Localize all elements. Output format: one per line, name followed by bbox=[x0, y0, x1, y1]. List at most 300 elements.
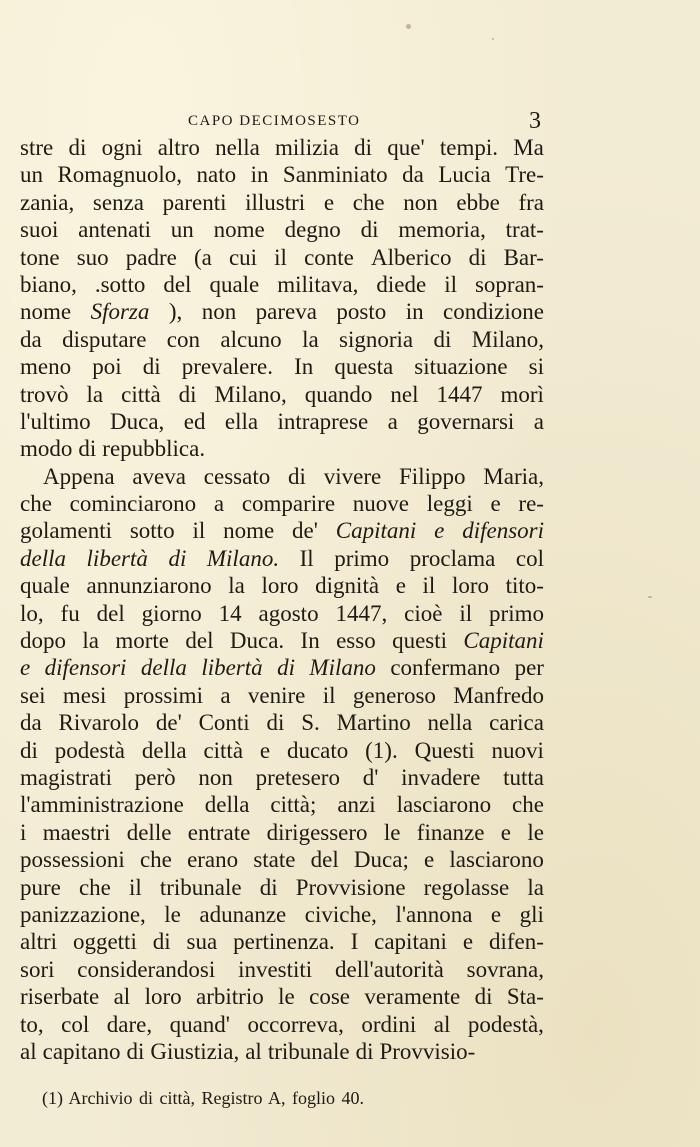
word: ), bbox=[168, 299, 183, 325]
word: entrate bbox=[187, 819, 251, 845]
text-line bbox=[20, 874, 544, 901]
paper-speck bbox=[492, 38, 494, 40]
word: di bbox=[168, 545, 187, 571]
word: da bbox=[20, 326, 42, 352]
word: carica bbox=[489, 710, 544, 736]
word: il bbox=[444, 271, 457, 297]
word: magistrati bbox=[20, 764, 112, 790]
word: regolasse bbox=[423, 874, 510, 900]
word: vivere bbox=[323, 463, 382, 489]
word: di bbox=[468, 244, 487, 270]
text-line bbox=[20, 572, 544, 599]
word: del bbox=[185, 628, 214, 654]
word: da bbox=[20, 710, 42, 736]
word: Sanminiato bbox=[282, 162, 388, 188]
word: Conti bbox=[198, 710, 250, 736]
word: la bbox=[86, 381, 104, 407]
word: condizione bbox=[443, 299, 544, 325]
word: governarsi bbox=[417, 408, 515, 434]
text-line bbox=[20, 983, 544, 1010]
word: nella bbox=[215, 135, 260, 160]
text-line bbox=[20, 1038, 544, 1065]
word: di bbox=[474, 984, 493, 1010]
word: nuovi bbox=[491, 737, 544, 763]
word: Duca, bbox=[110, 408, 165, 434]
word: Ma bbox=[513, 135, 544, 160]
word: le bbox=[278, 984, 295, 1010]
word: ogni bbox=[101, 135, 143, 160]
word: Maria, bbox=[483, 463, 544, 489]
word: occorreva, bbox=[247, 1011, 344, 1037]
word: Capitani bbox=[463, 628, 544, 654]
word: trat- bbox=[505, 217, 544, 243]
word: sua bbox=[186, 929, 218, 955]
word: sopran- bbox=[474, 271, 544, 297]
word: Provvisio- bbox=[379, 1038, 476, 1064]
word: de' bbox=[155, 710, 182, 736]
word: Capitani bbox=[335, 518, 417, 544]
word: col bbox=[61, 1011, 90, 1037]
word: di bbox=[78, 436, 97, 462]
word: loro bbox=[261, 573, 299, 599]
text-line bbox=[20, 545, 544, 572]
word: che bbox=[352, 189, 385, 215]
word: fu bbox=[60, 600, 80, 626]
text-line bbox=[20, 791, 544, 818]
word: padre bbox=[125, 244, 177, 270]
word: della bbox=[20, 545, 66, 571]
word: Milano. bbox=[206, 545, 280, 571]
word: da bbox=[402, 162, 424, 188]
word: di bbox=[259, 874, 278, 900]
word: dirigessero bbox=[266, 819, 368, 845]
word: Milano, bbox=[471, 326, 544, 352]
word: Alberico bbox=[370, 244, 452, 270]
word: e bbox=[490, 901, 502, 927]
word: degno bbox=[284, 217, 341, 243]
word: il bbox=[128, 874, 142, 900]
word: Sforza bbox=[90, 299, 150, 325]
word: della bbox=[204, 792, 250, 818]
word: in bbox=[250, 162, 269, 188]
word: primo bbox=[489, 600, 544, 626]
word: dare, bbox=[106, 1011, 153, 1037]
word: tribunale bbox=[267, 1038, 350, 1064]
word: e bbox=[462, 929, 474, 955]
word: trovò bbox=[20, 381, 69, 407]
word: sori bbox=[20, 956, 55, 982]
text-line bbox=[20, 463, 544, 490]
word: le bbox=[383, 819, 401, 845]
word: prossimi bbox=[123, 682, 203, 708]
word: nome bbox=[223, 518, 275, 544]
word: del bbox=[310, 847, 339, 873]
word: Rivarolo bbox=[58, 710, 140, 736]
word: pure bbox=[20, 874, 61, 900]
word: Milano, bbox=[214, 381, 287, 407]
word: finanze bbox=[416, 819, 485, 845]
word: nel bbox=[390, 381, 419, 407]
word: I bbox=[350, 929, 359, 955]
word: panizzazione, bbox=[20, 901, 146, 927]
word: la bbox=[527, 874, 544, 900]
word: de' bbox=[292, 518, 318, 544]
text-line bbox=[20, 134, 544, 161]
word: In bbox=[294, 354, 314, 380]
word: della bbox=[141, 737, 187, 763]
word: del bbox=[163, 271, 192, 297]
word: lasciarono bbox=[396, 792, 492, 818]
word: al bbox=[433, 1011, 451, 1037]
word: Romagnuolo, bbox=[57, 162, 183, 188]
word: non bbox=[201, 299, 237, 325]
word: dell'autorità bbox=[334, 956, 444, 982]
text-line bbox=[20, 381, 544, 408]
word: di bbox=[68, 135, 87, 160]
word: biano, bbox=[20, 271, 77, 297]
word: confermano bbox=[390, 655, 501, 681]
word: possessioni bbox=[20, 847, 125, 873]
word: ducato bbox=[286, 737, 349, 763]
word: illustri bbox=[245, 189, 306, 215]
word: l'annona bbox=[395, 901, 473, 927]
word: Lucia bbox=[438, 162, 491, 188]
word: re- bbox=[518, 491, 544, 517]
word: parenti bbox=[162, 189, 227, 215]
word: la bbox=[82, 628, 99, 654]
word: di bbox=[20, 737, 38, 763]
word: che bbox=[78, 874, 111, 900]
word: libertà bbox=[86, 545, 148, 571]
word: memoria, bbox=[398, 217, 486, 243]
word: e bbox=[259, 737, 271, 763]
word: riserbate bbox=[20, 984, 100, 1010]
word: ed bbox=[183, 408, 206, 434]
word: quale bbox=[20, 573, 70, 599]
running-head: CAPO DECIMOSESTO bbox=[188, 113, 361, 129]
page-number: 3 bbox=[529, 108, 541, 134]
word: il bbox=[192, 518, 206, 544]
word: annunziarono bbox=[86, 573, 212, 599]
word: Milano bbox=[309, 655, 376, 681]
word: gli bbox=[519, 901, 544, 927]
word: agosto bbox=[258, 600, 319, 626]
text-line bbox=[20, 161, 544, 188]
word: d' bbox=[362, 764, 379, 790]
word: con bbox=[166, 326, 200, 352]
word: 14 bbox=[218, 600, 242, 626]
word: di bbox=[288, 463, 306, 489]
text-line bbox=[20, 408, 544, 435]
text-line bbox=[20, 709, 544, 736]
word: Duca. bbox=[229, 628, 285, 654]
word: S. bbox=[301, 710, 320, 736]
word: nome bbox=[213, 217, 265, 243]
word: tutta bbox=[503, 764, 544, 790]
word: intraprese bbox=[277, 408, 369, 434]
word: le bbox=[527, 819, 544, 845]
text-line bbox=[20, 764, 544, 791]
word: veramente bbox=[364, 984, 461, 1010]
word: cominciarono bbox=[69, 491, 197, 517]
word: tribunale bbox=[159, 874, 242, 900]
word: ebbe bbox=[456, 189, 500, 215]
word: .sotto bbox=[94, 271, 146, 297]
word: capitani bbox=[374, 929, 447, 955]
word: morte bbox=[115, 628, 170, 654]
word: a bbox=[220, 682, 231, 708]
text-line bbox=[20, 189, 544, 216]
word: alcuno bbox=[220, 326, 282, 352]
word: tempi. bbox=[439, 135, 498, 160]
word: disputare bbox=[62, 326, 147, 352]
word: ordini bbox=[361, 1011, 417, 1037]
word: Il bbox=[299, 545, 314, 571]
word: proclama bbox=[409, 545, 496, 571]
word: quando bbox=[304, 381, 373, 407]
word: nome bbox=[20, 299, 72, 325]
word: pertinenza. bbox=[233, 929, 335, 955]
word: che bbox=[512, 792, 544, 818]
word: Tre- bbox=[505, 162, 544, 188]
word: invadere bbox=[401, 764, 481, 790]
word: repubblica. bbox=[102, 436, 206, 462]
word: considerandosi bbox=[77, 956, 216, 982]
word: però bbox=[134, 764, 176, 790]
word: a bbox=[387, 408, 398, 434]
word: posto bbox=[336, 299, 387, 325]
word: di bbox=[142, 354, 161, 380]
word: città; bbox=[270, 792, 317, 818]
word: que' bbox=[387, 135, 425, 160]
word: altri bbox=[20, 929, 58, 955]
word: tito- bbox=[505, 573, 544, 599]
word: in bbox=[405, 299, 424, 325]
word: Provvisione bbox=[295, 874, 406, 900]
footnote: (1) Archivio di città, Registro A, foglio 40. bbox=[42, 1088, 364, 1108]
word: anzi bbox=[337, 792, 376, 818]
word: della bbox=[140, 655, 187, 681]
word: cioè bbox=[404, 600, 443, 626]
word: di bbox=[277, 655, 295, 681]
text-line bbox=[20, 737, 544, 764]
word: questa bbox=[334, 354, 394, 380]
word: l'amministrazione bbox=[20, 792, 184, 818]
word: loro bbox=[144, 984, 182, 1010]
text-line bbox=[20, 901, 544, 928]
word: (1). bbox=[365, 737, 398, 763]
word: cui bbox=[228, 244, 258, 270]
word: lasciarono bbox=[449, 847, 544, 873]
word: fra bbox=[518, 189, 544, 215]
word: stre bbox=[20, 135, 54, 160]
text-line bbox=[20, 956, 544, 983]
word: poi bbox=[92, 354, 122, 380]
word: e bbox=[323, 189, 335, 215]
word: e bbox=[500, 819, 511, 845]
word: morì bbox=[500, 381, 544, 407]
word: un bbox=[170, 217, 194, 243]
word: state bbox=[253, 847, 296, 873]
word: podestà bbox=[54, 737, 126, 763]
word: esso bbox=[336, 628, 376, 654]
word: Duca; bbox=[353, 847, 409, 873]
word: delle bbox=[126, 819, 172, 845]
word: Filippo bbox=[399, 463, 466, 489]
word: investiti bbox=[238, 956, 313, 982]
word: Martino bbox=[336, 710, 411, 736]
text-line bbox=[20, 846, 544, 873]
word: ella bbox=[224, 408, 259, 434]
word: quale bbox=[209, 271, 260, 297]
word: di bbox=[355, 1038, 374, 1064]
word: podestà, bbox=[467, 1011, 544, 1037]
word: Sta- bbox=[506, 984, 544, 1010]
word: antenati bbox=[78, 217, 151, 243]
word: generoso bbox=[352, 682, 436, 708]
word: to, bbox=[20, 1011, 44, 1037]
word: arbitrio bbox=[196, 984, 264, 1010]
word: cose bbox=[309, 984, 350, 1010]
word: difen- bbox=[488, 929, 544, 955]
word: dignità bbox=[315, 573, 380, 599]
paper-speck bbox=[648, 596, 652, 598]
word: situazione bbox=[414, 354, 508, 380]
word: nato bbox=[196, 162, 237, 188]
text-line bbox=[20, 627, 544, 654]
text-line bbox=[20, 490, 544, 517]
word: milizia bbox=[275, 135, 339, 160]
word: mesi bbox=[62, 682, 107, 708]
word: un bbox=[20, 162, 43, 188]
word: e bbox=[490, 491, 501, 517]
word: per bbox=[514, 655, 544, 681]
word: non bbox=[403, 189, 438, 215]
word: a bbox=[533, 408, 544, 434]
word: diede bbox=[376, 271, 427, 297]
text-line bbox=[20, 326, 544, 353]
word: militava, bbox=[277, 271, 359, 297]
word: quand' bbox=[169, 1011, 230, 1037]
text-line bbox=[20, 216, 544, 243]
word: il bbox=[459, 600, 473, 626]
word: pareva bbox=[255, 299, 317, 325]
word: libertà bbox=[201, 655, 263, 681]
text-line bbox=[20, 353, 544, 380]
word: prevalere. bbox=[181, 354, 274, 380]
word: di bbox=[126, 1038, 145, 1064]
word: senza bbox=[92, 189, 144, 215]
word: difensori bbox=[462, 518, 544, 544]
word: (a bbox=[193, 244, 212, 270]
word: golamenti bbox=[20, 518, 112, 544]
word: 1447 bbox=[436, 381, 483, 407]
word: Questi bbox=[414, 737, 475, 763]
paper-speck bbox=[406, 24, 411, 29]
word: la bbox=[302, 326, 319, 352]
word: meno bbox=[20, 354, 72, 380]
word: cessato bbox=[203, 463, 271, 489]
word: difensori bbox=[44, 655, 127, 681]
word: nella bbox=[427, 710, 473, 736]
word: dopo bbox=[20, 628, 66, 654]
word: al bbox=[20, 1038, 37, 1064]
word: sotto bbox=[129, 518, 175, 544]
word: sovrana, bbox=[466, 956, 544, 982]
word: loro bbox=[451, 573, 489, 599]
word: e bbox=[434, 518, 445, 544]
text-line bbox=[20, 819, 544, 846]
word: città bbox=[121, 381, 161, 407]
word: giorno bbox=[141, 600, 202, 626]
word: leggi bbox=[426, 491, 473, 517]
word: zania, bbox=[20, 189, 75, 215]
word: comparire bbox=[241, 491, 336, 517]
word: In bbox=[300, 628, 320, 654]
word: suo bbox=[76, 244, 109, 270]
text-line bbox=[20, 271, 544, 298]
word: Manfredo bbox=[453, 682, 544, 708]
text-line bbox=[20, 435, 544, 462]
word: e bbox=[424, 847, 435, 873]
word: le bbox=[164, 901, 181, 927]
word: maestri bbox=[42, 819, 111, 845]
word: conte bbox=[304, 244, 354, 270]
word: al bbox=[113, 984, 131, 1010]
word: civiche, bbox=[304, 901, 377, 927]
text-line bbox=[20, 682, 544, 709]
word: capitano bbox=[42, 1038, 121, 1064]
word: di bbox=[354, 135, 373, 160]
text-line bbox=[20, 928, 544, 955]
word: Appena bbox=[43, 463, 115, 489]
word: il bbox=[422, 573, 436, 599]
word: modo bbox=[20, 436, 73, 462]
text-line bbox=[20, 1011, 544, 1038]
text-line bbox=[20, 298, 544, 325]
word: a bbox=[213, 491, 225, 517]
word: di bbox=[360, 217, 379, 243]
word: città bbox=[203, 737, 244, 763]
word: questi bbox=[392, 628, 448, 654]
word: pretesero bbox=[255, 764, 340, 790]
word: di bbox=[266, 710, 285, 736]
word: la bbox=[228, 573, 245, 599]
word: il bbox=[322, 682, 336, 708]
text-line bbox=[20, 517, 544, 544]
word: al bbox=[245, 1038, 262, 1064]
word: che bbox=[139, 847, 172, 873]
word: di bbox=[152, 929, 171, 955]
word: adunanze bbox=[199, 901, 287, 927]
word: e bbox=[395, 573, 406, 599]
text-line bbox=[20, 244, 544, 271]
word: Giustizia, bbox=[150, 1038, 240, 1064]
word: col bbox=[515, 545, 544, 571]
word: suoi bbox=[20, 217, 59, 243]
word: e bbox=[20, 655, 31, 681]
word: il bbox=[274, 244, 287, 270]
word: venire bbox=[247, 682, 306, 708]
word: 1447, bbox=[335, 600, 388, 626]
word: altro bbox=[157, 135, 200, 160]
word: si bbox=[528, 354, 544, 380]
word: lo, bbox=[20, 600, 44, 626]
word: sei bbox=[20, 682, 46, 708]
word: di bbox=[433, 326, 452, 352]
word: aveva bbox=[132, 463, 186, 489]
word: primo bbox=[334, 545, 390, 571]
